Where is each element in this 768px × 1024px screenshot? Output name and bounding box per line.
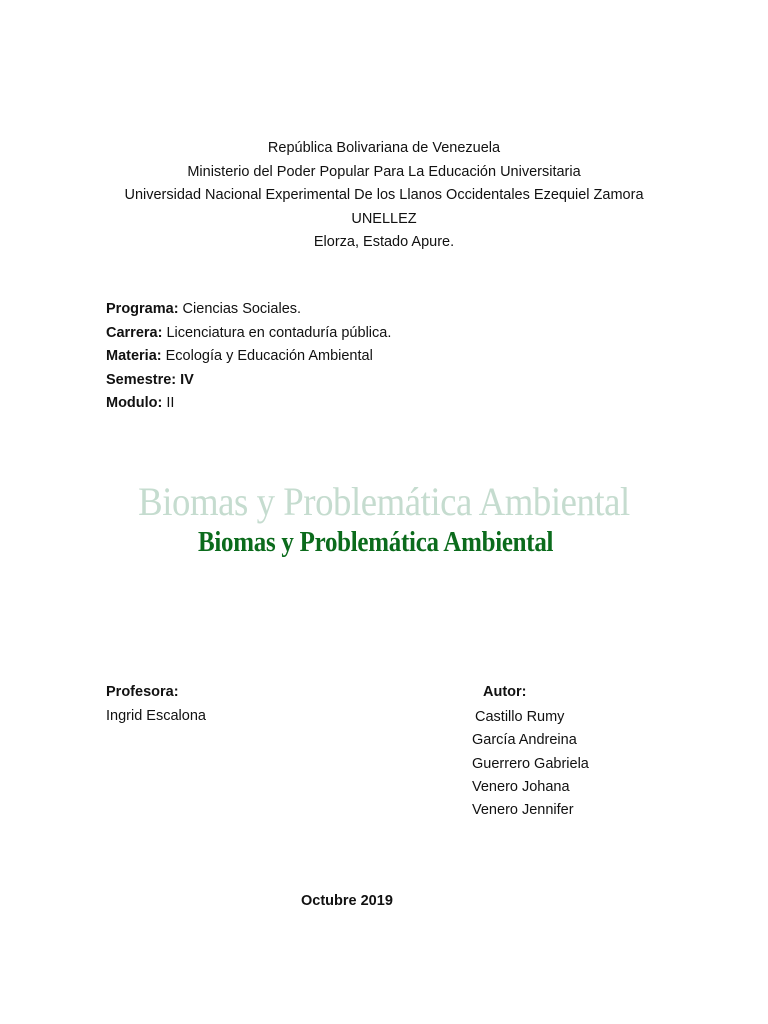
document-date: Octubre 2019 <box>301 893 393 909</box>
document-title: Biomas y Problemática Ambiental <box>198 526 554 558</box>
header-line-republic: República Bolivariana de Venezuela <box>267 140 501 156</box>
materia-value: Ecología y Educación Ambiental <box>161 348 373 364</box>
autor-label: Autor: <box>483 684 527 700</box>
programa-line <box>106 298 391 322</box>
carrera-label: Carrera: <box>106 324 163 341</box>
author-name: García Andreina <box>472 732 577 749</box>
institution-header <box>0 137 768 255</box>
modulo-label: Modulo: <box>106 395 163 411</box>
author-name: Venero Jennifer <box>472 802 574 819</box>
header-line-acronym: UNELLEZ <box>351 210 417 227</box>
carrera-line <box>106 322 391 346</box>
modulo-value: II <box>162 395 175 411</box>
semestre-label: Semestre: IV <box>106 371 194 388</box>
semestre-line <box>106 369 391 393</box>
header-line-ministry: Ministerio del Poder Popular Para La Educación Universitaria <box>187 163 581 180</box>
author-name: Castillo Rumy <box>475 709 565 725</box>
programa-label: Programa: <box>106 301 179 317</box>
title-watermark: Biomas y Problemática Ambiental <box>138 479 630 524</box>
profesora-name: Ingrid Escalona <box>106 708 206 724</box>
author-name: Venero Johana <box>472 778 570 795</box>
materia-line <box>106 345 391 369</box>
programa-value: Ciencias Sociales. <box>178 301 302 317</box>
profesora-label: Profesora: <box>106 684 179 700</box>
materia-label: Materia: <box>106 348 162 364</box>
modulo-line <box>106 392 391 416</box>
header-line-university: Universidad Nacional Experimental De los Llanos Occidentales Ezequiel Zamora <box>124 187 644 203</box>
header-line-location: Elorza, Estado Apure. <box>313 234 455 250</box>
carrera-value: Licenciatura en contaduría pública. <box>162 324 392 341</box>
author-name: Guerrero Gabriela <box>472 755 589 772</box>
course-info <box>106 298 391 416</box>
